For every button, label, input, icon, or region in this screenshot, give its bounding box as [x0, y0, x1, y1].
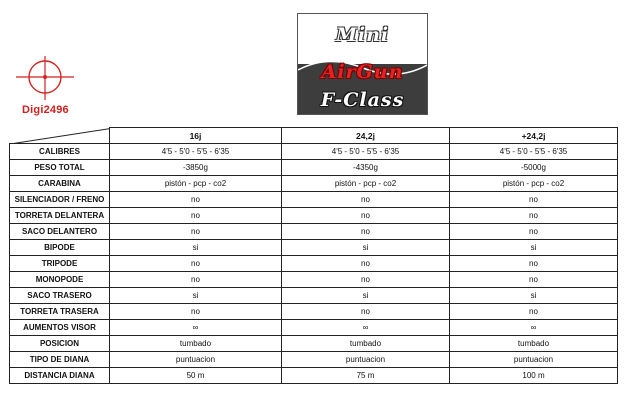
column-header: +24,2j [450, 128, 618, 144]
table-cell: no [282, 224, 450, 240]
row-label: AUMENTOS VISOR [10, 320, 110, 336]
table-cell: no [110, 192, 282, 208]
table-cell: 4'5 - 5'0 - 5'5 - 6'35 [282, 144, 450, 160]
table-row [10, 144, 618, 160]
table-row [10, 224, 618, 240]
logo-title-line-2: AirGun [321, 61, 404, 83]
row-label: TIPO DE DIANA [10, 352, 110, 368]
logo-title-line-3: F-Class [320, 89, 405, 111]
column-header: 16j [110, 128, 282, 144]
table-cell: no [450, 304, 618, 320]
row-label: TRIPODE [10, 256, 110, 272]
table-cell: si [282, 288, 450, 304]
table-cell: no [282, 192, 450, 208]
table-cell: 4'5 - 5'0 - 5'5 - 6'35 [110, 144, 282, 160]
table-cell: 100 m [450, 368, 618, 384]
table-row [10, 256, 618, 272]
table-row [10, 192, 618, 208]
table-cell: si [282, 240, 450, 256]
column-header: 24,2j [282, 128, 450, 144]
title-logo [297, 13, 428, 115]
logo-title-line-1: Mini [335, 24, 390, 46]
table-cell: tumbado [450, 336, 618, 352]
table-row [10, 208, 618, 224]
table-cell: si [110, 288, 282, 304]
table-row [10, 176, 618, 192]
row-label: DISTANCIA DIANA [10, 368, 110, 384]
table-corner-cell [10, 128, 110, 144]
table-cell: no [450, 272, 618, 288]
table-row [10, 240, 618, 256]
table-header-row [10, 128, 618, 144]
row-label: TORRETA TRASERA [10, 304, 110, 320]
table-cell: 50 m [110, 368, 282, 384]
table-cell: no [282, 208, 450, 224]
table-cell: no [282, 304, 450, 320]
spec-table [9, 127, 618, 384]
table-cell: si [450, 288, 618, 304]
table-cell: ∞ [450, 320, 618, 336]
table-row [10, 304, 618, 320]
row-label: TORRETA DELANTERA [10, 208, 110, 224]
table-cell: no [282, 272, 450, 288]
table-cell: -4350g [282, 160, 450, 176]
crosshair-scope-icon [14, 54, 76, 102]
row-label: SILENCIADOR / FRENO [10, 192, 110, 208]
table-cell: no [450, 192, 618, 208]
table-row [10, 272, 618, 288]
table-cell: tumbado [110, 336, 282, 352]
table-cell: no [110, 208, 282, 224]
table-row [10, 160, 618, 176]
table-row [10, 288, 618, 304]
row-label: POSICION [10, 336, 110, 352]
table-cell: no [110, 256, 282, 272]
row-label: MONOPODE [10, 272, 110, 288]
table-row [10, 368, 618, 384]
row-label: CALIBRES [10, 144, 110, 160]
table-cell: pistón - pcp - co2 [450, 176, 618, 192]
table-cell: pistón - pcp - co2 [110, 176, 282, 192]
table-cell: pistón - pcp - co2 [282, 176, 450, 192]
table-cell: ∞ [110, 320, 282, 336]
row-label: CARABINA [10, 176, 110, 192]
table-cell: no [110, 224, 282, 240]
table-cell: no [450, 208, 618, 224]
table-cell: tumbado [282, 336, 450, 352]
brand-caption: Digi2496 [22, 104, 69, 116]
table-cell: puntuacion [450, 352, 618, 368]
row-label: BIPODE [10, 240, 110, 256]
row-label: SACO DELANTERO [10, 224, 110, 240]
table-cell: no [110, 272, 282, 288]
table-cell: -5000g [450, 160, 618, 176]
table-cell: si [110, 240, 282, 256]
table-cell: 4'5 - 5'0 - 5'5 - 6'35 [450, 144, 618, 160]
table-cell: puntuacion [110, 352, 282, 368]
table-cell: si [450, 240, 618, 256]
table-cell: no [282, 256, 450, 272]
table-cell: no [450, 256, 618, 272]
table-row [10, 336, 618, 352]
table-cell: puntuacion [282, 352, 450, 368]
table-cell: 75 m [282, 368, 450, 384]
table-cell: no [450, 224, 618, 240]
table-row [10, 352, 618, 368]
table-cell: no [110, 304, 282, 320]
table-cell: ∞ [282, 320, 450, 336]
table-row [10, 320, 618, 336]
row-label: SACO TRASERO [10, 288, 110, 304]
table-cell: -3850g [110, 160, 282, 176]
row-label: PESO TOTAL [10, 160, 110, 176]
